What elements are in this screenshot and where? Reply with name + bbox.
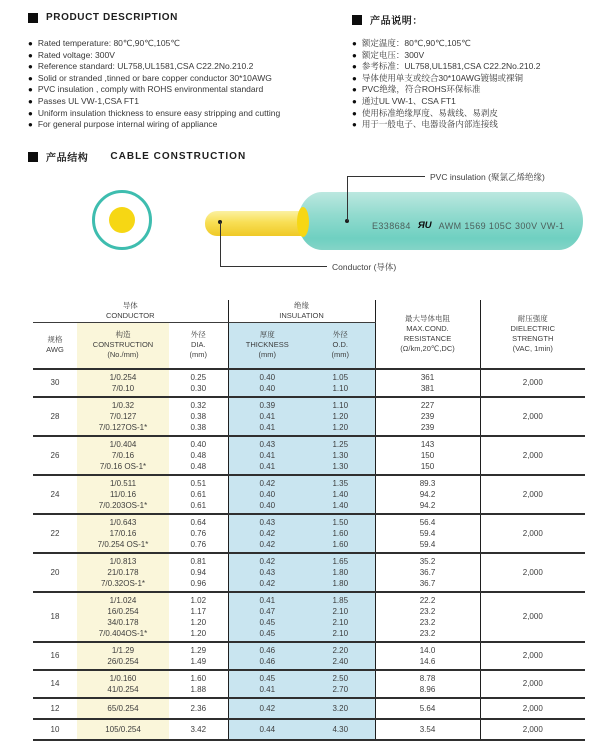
specification-table — [33, 300, 585, 741]
resistance-cell: 143 150 150 — [375, 436, 480, 475]
awg-cell: 22 — [50, 528, 60, 538]
dia-cell: 0.40 0.48 0.48 — [190, 439, 207, 471]
dielectric-column-header: 耐压强度 DIELECTRIC STRENGTH (VAC, 1min) — [480, 300, 585, 369]
bullet-icon: ● — [352, 120, 357, 130]
spec-table-row — [33, 436, 585, 475]
insulation-group-header: 绝缘 INSULATION — [228, 300, 375, 323]
od-cell: 1.50 1.60 1.60 — [306, 514, 375, 553]
cable-construction-header — [28, 149, 246, 164]
black-square-icon — [28, 13, 38, 23]
thickness-cell: 0.46 0.46 — [228, 642, 306, 670]
bullet-text: Passes UL VW-1,CSA FT1 — [37, 95, 139, 106]
dia-cell: 0.64 0.76 0.76 — [190, 517, 207, 549]
thickness-cell: 0.42 0.40 0.40 — [228, 475, 306, 514]
leader-line-insulation-horizontal — [347, 176, 425, 177]
leader-line-insulation-vertical — [347, 176, 348, 221]
awg-cell: 12 — [50, 703, 60, 713]
bullet-icon: ● — [352, 50, 357, 60]
bullet-icon: ● — [352, 62, 357, 72]
spec-table-row — [33, 719, 585, 740]
cross-section-conductor-core — [109, 207, 135, 233]
dielectric-cell: 2,000 — [480, 592, 585, 642]
specification-table-head — [33, 300, 585, 369]
awg-cell: 24 — [50, 489, 60, 499]
od-cell: 1.25 1.30 1.30 — [306, 436, 375, 475]
bullet-text: 导体使用单支或绞合30*10AWG镀锡或裸铜 — [361, 72, 524, 83]
construction-cell: 1/1.024 16/0.254 34/0.178 7/0.404OS-1* — [77, 592, 169, 642]
bullet-text: 额定温度：80℃,90℃,105℃ — [361, 38, 471, 48]
thickness-column-header: 厚度 THICKNESS (mm) — [228, 323, 306, 369]
construction-cell: 1/0.160 41/0.254 — [77, 670, 169, 698]
dielectric-cell: 2,000 — [480, 369, 585, 397]
description-bullet-item — [28, 50, 358, 62]
thickness-cell: 0.45 0.41 — [228, 670, 306, 698]
product-description-title-zh: 产品说明： — [370, 16, 423, 27]
thickness-cell: 0.39 0.41 0.41 — [228, 397, 306, 436]
resistance-cell: 3.54 — [375, 719, 480, 740]
dielectric-cell: 2,000 — [480, 670, 585, 698]
bullet-icon: ● — [352, 108, 357, 118]
bullet-text: PVC绝缘，符合ROHS环保标准 — [361, 84, 481, 95]
description-bullet-item — [28, 108, 358, 120]
dielectric-cell: 2,000 — [480, 514, 585, 553]
bullet-icon: ● — [28, 50, 33, 60]
thickness-cell: 0.44 — [228, 719, 306, 740]
od-cell: 2.20 2.40 — [306, 642, 375, 670]
spec-table-row — [33, 369, 585, 397]
description-bullet-item — [352, 96, 603, 108]
awm-rating-text: AWM 1569 105C 300V VW-1 — [438, 220, 565, 231]
awg-cell: 28 — [50, 411, 60, 421]
product-description-list-zh — [352, 38, 603, 131]
black-square-icon — [352, 15, 362, 25]
awg-cell: 18 — [50, 612, 60, 621]
conductor-group-header: 导体 CONDUCTOR — [33, 300, 228, 323]
spec-table-row — [33, 670, 585, 698]
spec-table-row — [33, 397, 585, 436]
resistance-column-header: 最大导体电阻 MAX.COND. RESISTANCE (Ω/km,20℃,DC) — [375, 300, 480, 369]
description-bullet-item — [352, 50, 603, 62]
bullet-text: For general purpose internal wiring of appliance — [37, 119, 218, 130]
dia-cell: 0.32 0.38 0.38 — [190, 400, 207, 432]
od-cell: 1.85 2.10 2.10 2.10 — [306, 592, 375, 642]
resistance-cell: 5.64 — [375, 698, 480, 719]
dielectric-cell: 2,000 — [480, 642, 585, 670]
od-cell: 4.30 — [306, 719, 375, 740]
spec-table-row — [33, 514, 585, 553]
description-bullet-item — [352, 38, 603, 50]
resistance-cell: 227 239 239 — [375, 397, 480, 436]
dia-cell: 1.02 1.17 1.20 1.20 — [190, 595, 207, 638]
thickness-cell: 0.40 0.40 — [228, 369, 306, 397]
bullet-icon: ● — [352, 96, 357, 106]
construction-cell: 65/0.254 — [77, 698, 169, 719]
bullet-text: 用于一般电子、电器设备内部连接线 — [361, 119, 498, 130]
resistance-cell: 14.0 14.6 — [375, 642, 480, 670]
bullet-text: 使用标准绝缘厚度、易裁线、易剥皮 — [361, 107, 498, 118]
ul-recognized-mark-icon: ЯU — [417, 220, 432, 231]
description-bullet-item — [352, 108, 603, 120]
cable-surface-marking — [372, 220, 564, 231]
resistance-cell: 8.78 8.96 — [375, 670, 480, 698]
bullet-icon: ● — [28, 120, 33, 130]
product-description-title-en: PRODUCT DESCRIPTION — [46, 12, 178, 23]
bullet-icon: ● — [28, 108, 33, 118]
od-cell: 1.65 1.80 1.80 — [306, 553, 375, 592]
resistance-cell: 22.2 23.2 23.2 23.2 — [375, 592, 480, 642]
description-bullet-item — [352, 73, 603, 85]
bullet-icon: ● — [28, 39, 33, 48]
bullet-text: Uniform insulation thickness to ensure easy stripping and cutting — [37, 107, 281, 118]
spec-table-row — [33, 698, 585, 719]
product-description-list-en — [28, 38, 358, 131]
od-cell: 1.05 1.10 — [306, 369, 375, 397]
resistance-cell: 35.2 36.7 36.7 — [375, 553, 480, 592]
insulation-label: PVC insulation (聚氯乙烯绝缘) — [430, 172, 545, 182]
description-bullet-item — [28, 38, 358, 50]
awg-cell: 16 — [50, 651, 60, 660]
bullet-icon: ● — [28, 62, 33, 72]
od-cell: 3.20 — [306, 698, 375, 719]
construction-cell: 1/0.643 17/0.16 7/0.254 OS-1* — [77, 514, 169, 553]
description-bullet-item — [352, 84, 603, 96]
dia-cell: 0.51 0.61 0.61 — [190, 478, 207, 510]
dielectric-cell: 2,000 — [480, 553, 585, 592]
leader-line-conductor-horizontal — [220, 266, 327, 267]
bullet-icon: ● — [352, 85, 357, 95]
description-bullet-item — [352, 119, 603, 131]
awg-column-header: 规格 AWG — [46, 335, 64, 355]
product-description-header-zh — [352, 12, 423, 27]
description-bullet-item — [28, 73, 358, 85]
awg-cell: 14 — [50, 679, 60, 688]
spec-table-row — [33, 592, 585, 642]
description-bullet-item — [28, 119, 358, 131]
bullet-icon: ● — [352, 73, 357, 83]
dia-column-header: 外径 DIA. (mm) — [189, 330, 207, 360]
bullet-text: Rated voltage: 300V — [37, 49, 115, 60]
cable-construction-title-zh: 产品结构 — [46, 153, 89, 164]
bullet-text: Solid or stranded ,tinned or bare copper conductor 30*10AWG — [37, 72, 272, 83]
bullet-icon: ● — [28, 73, 33, 83]
od-cell: 2.50 2.70 — [306, 670, 375, 698]
construction-cell: 1/0.511 11/0.16 7/0.203OS-1* — [77, 475, 169, 514]
product-description-header-en — [28, 12, 178, 23]
construction-cell: 1/0.254 7/0.10 — [77, 369, 169, 397]
conductor-cut-face — [297, 207, 309, 237]
construction-cell: 1/0.813 21/0.178 7/0.32OS-1* — [77, 553, 169, 592]
bullet-icon: ● — [28, 96, 33, 106]
ul-e-number: E338684 — [372, 220, 411, 231]
dia-cell: 1.29 1.49 — [190, 645, 207, 666]
resistance-cell: 89.3 94.2 94.2 — [375, 475, 480, 514]
awg-cell: 20 — [50, 567, 60, 577]
construction-column-header: 构造 CONSTRUCTION (No./mm) — [77, 323, 169, 369]
thickness-cell: 0.43 0.42 0.42 — [228, 514, 306, 553]
awg-cell: 10 — [50, 724, 60, 734]
bullet-icon: ● — [352, 39, 357, 48]
od-cell: 1.10 1.20 1.20 — [306, 397, 375, 436]
construction-cell: 105/0.254 — [77, 719, 169, 740]
bullet-text: 额定电压：300V — [361, 49, 425, 60]
leader-line-conductor-vertical — [220, 222, 221, 267]
dia-cell: 0.81 0.94 0.96 — [190, 556, 207, 588]
description-bullet-item — [28, 84, 358, 96]
bullet-text: PVC insulation , comply with ROHS environmental standard — [37, 84, 264, 95]
resistance-cell: 56.4 59.4 59.4 — [375, 514, 480, 553]
dielectric-cell: 2,000 — [480, 436, 585, 475]
dielectric-cell: 2,000 — [480, 719, 585, 740]
dia-cell: 3.42 — [190, 724, 207, 734]
awg-cell: 30 — [50, 378, 60, 387]
spec-table-row — [33, 553, 585, 592]
construction-cell: 1/1.29 26/0.254 — [77, 642, 169, 670]
bullet-text: 参考标准：UL758,UL1581,CSA C22.2No.210.2 — [361, 61, 541, 72]
dia-cell: 2.36 — [190, 703, 207, 713]
thickness-cell: 0.42 0.43 0.42 — [228, 553, 306, 592]
construction-cell: 1/0.32 7/0.127 7/0.127OS-1* — [77, 397, 169, 436]
dielectric-cell: 2,000 — [480, 475, 585, 514]
awg-cell: 26 — [50, 450, 60, 460]
thickness-cell: 0.43 0.41 0.41 — [228, 436, 306, 475]
spec-table-row — [33, 475, 585, 514]
bullet-text: Rated temperature: 80℃,90℃,105℃ — [37, 38, 180, 48]
dielectric-cell: 2,000 — [480, 698, 585, 719]
description-bullet-item — [28, 96, 358, 108]
black-square-icon — [28, 152, 38, 162]
dielectric-cell: 2,000 — [480, 397, 585, 436]
cable-construction-title-en: CABLE CONSTRUCTION — [110, 151, 247, 162]
dia-cell: 1.60 1.88 — [190, 673, 207, 694]
description-bullet-item — [352, 61, 603, 73]
thickness-cell: 0.41 0.47 0.45 0.45 — [228, 592, 306, 642]
bullet-text: Reference standard: UL758,UL1581,CSA C22.2No.210.2 — [37, 61, 254, 72]
specification-table-body — [33, 369, 585, 740]
dia-cell: 0.25 0.30 — [190, 372, 207, 393]
od-cell: 1.35 1.40 1.40 — [306, 475, 375, 514]
resistance-cell: 361 381 — [375, 369, 480, 397]
conductor-label: Conductor (导体) — [332, 262, 397, 272]
bullet-icon: ● — [28, 85, 33, 95]
od-column-header: 外径 O.D. (mm) — [306, 323, 375, 369]
description-bullet-item — [28, 61, 358, 73]
construction-cell: 1/0.404 7/0.16 7/0.16 OS-1* — [77, 436, 169, 475]
spec-table-row — [33, 642, 585, 670]
thickness-cell: 0.42 — [228, 698, 306, 719]
bullet-text: 通过UL VW-1、CSA FT1 — [361, 95, 456, 106]
